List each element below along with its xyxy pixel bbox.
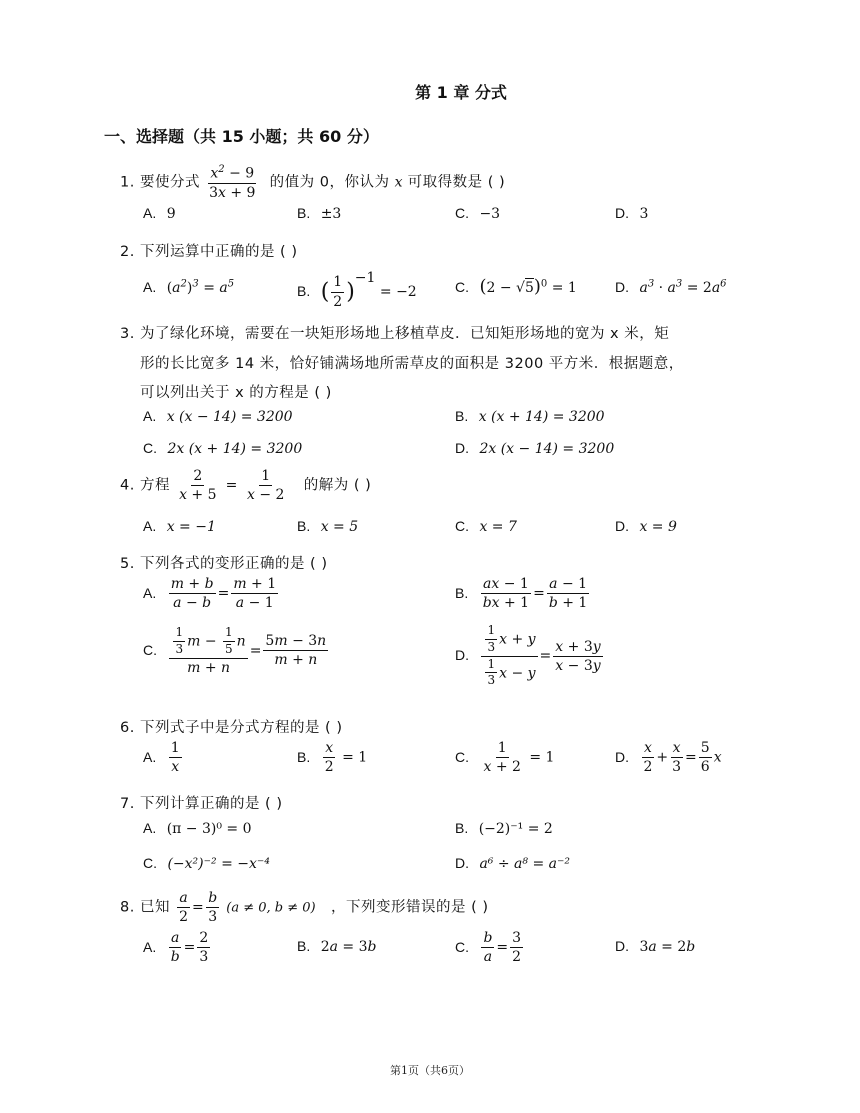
option-a[interactable] <box>143 408 293 425</box>
option-label: D. <box>615 278 629 295</box>
option-value: 2x (x + 14) = 3200 <box>167 441 303 457</box>
formula: $(a^2)^3 = a^5$ <box>166 278 235 296</box>
option-label: A. <box>143 748 157 765</box>
option-value: x (x − 14) = 3200 <box>166 409 293 425</box>
option-d[interactable] <box>615 278 727 296</box>
option-b[interactable] <box>455 820 553 837</box>
page-title: 第 1 章 分式 <box>415 83 507 102</box>
option-a[interactable] <box>143 518 216 535</box>
option-c[interactable]: C. $\frac{b}{a}$ = $\frac{3}{2}$ <box>455 930 522 966</box>
option-label: D. <box>615 938 629 954</box>
question-3-line-3: 可以列出关于 x 的方程是 ( ) <box>140 385 332 401</box>
option-label: D. <box>615 748 629 765</box>
option-b[interactable] <box>297 518 358 535</box>
section-heading: 一、选择题（共 15 小题；共 60 分） <box>104 127 379 146</box>
option-a[interactable] <box>143 278 234 296</box>
option-label: B. <box>455 820 469 836</box>
option-label: C. <box>143 440 157 456</box>
option-d[interactable] <box>455 855 570 872</box>
question-text: 方程 <box>139 477 170 494</box>
option-value: (π − 3)⁰ = 0 <box>166 821 252 837</box>
formula: $(2 - √5)^0 = 1$ <box>479 276 577 297</box>
question-3 <box>120 322 669 343</box>
option-c[interactable] <box>455 276 577 297</box>
option-d[interactable]: D. $\frac{x}{2}$ + $\frac{x}{3}$ = $\frac{5}{6}$ x <box>615 740 722 776</box>
question-5 <box>120 552 327 573</box>
option-label: B. <box>297 748 311 765</box>
question-text: 为了绿化环境，需要在一块矩形场地上移植草皮．已知矩形场地的宽为 x 米，矩 <box>139 326 670 342</box>
option-label: B. <box>297 283 311 299</box>
question-text: 的解为 ( ) <box>303 477 372 494</box>
option-label: A. <box>143 205 157 221</box>
option-value: x (x + 14) = 3200 <box>478 409 605 425</box>
option-a[interactable]: A. $\frac{a}{b}$ = $\frac{2}{3}$ <box>143 930 209 966</box>
option-label: B. <box>297 518 311 534</box>
question-text: 下列计算正确的是 ( ) <box>139 796 283 812</box>
option-label: A. <box>143 584 157 601</box>
option-label: D. <box>455 855 469 871</box>
question-number: 3. <box>120 326 135 342</box>
question-2 <box>120 240 298 261</box>
question-text: ，下列变形错误的是 ( ) <box>330 899 489 916</box>
option-b[interactable] <box>455 408 605 425</box>
option-c[interactable] <box>143 855 270 872</box>
option-label: C. <box>455 205 469 221</box>
option-label: C. <box>455 938 469 955</box>
question-6 <box>120 716 342 737</box>
option-label: D. <box>615 518 629 534</box>
option-label: D. <box>615 205 629 221</box>
question-3-line-2: 形的长比宽多 14 米，恰好铺满场地所需草皮的面积是 3200 平方米．根据题意， <box>140 356 684 372</box>
option-label: C. <box>143 641 157 658</box>
option-c[interactable]: C. $\frac{1}{x + 2}$ = 1 <box>455 740 555 776</box>
option-d[interactable] <box>455 440 614 457</box>
option-value: x = −1 <box>166 519 216 535</box>
question-1 <box>120 164 505 201</box>
option-a[interactable] <box>143 820 252 837</box>
question-number: 2. <box>120 244 135 260</box>
option-a[interactable]: A. $\frac{m + b}{a - b}$ = $\frac{m + 1}{a - 1}$ <box>143 576 277 612</box>
question-number: 8. <box>120 899 135 916</box>
option-b[interactable]: B. 2a = 3b <box>297 938 377 955</box>
option-value: ±3 <box>320 206 342 222</box>
option-c[interactable] <box>455 518 517 535</box>
option-c[interactable] <box>455 205 500 222</box>
condition: (a ≠ 0, b ≠ 0) <box>226 900 316 916</box>
option-label: C. <box>455 279 469 295</box>
option-value: x = 7 <box>479 519 517 535</box>
question-number: 7. <box>120 796 135 812</box>
question-4: 4. 方程 $\frac{2}{x + 5}$ = $\frac{1}{x - 2}$ 的解为 ( ) <box>120 468 372 504</box>
option-label: A. <box>143 938 157 955</box>
option-value: a⁶ ÷ a⁸ = a⁻² <box>479 856 570 872</box>
option-d[interactable]: D. $\frac{1}{3}$ x + y $\frac{1}{3}$ x − y = $\frac{x + 3y}{x - 3y}$ <box>455 623 601 688</box>
option-d[interactable] <box>615 205 648 222</box>
option-value: (−2)⁻¹ = 2 <box>478 821 553 837</box>
question-text: 已知 <box>139 899 170 916</box>
option-b[interactable]: B. $\frac{ax - 1}{bx + 1}$ = $\frac{a - 1}{b + 1}$ <box>455 576 588 612</box>
page-footer: 第1页（共6页） <box>390 1064 470 1077</box>
option-label: D. <box>455 647 469 664</box>
option-d[interactable]: D. 3a = 2b <box>615 938 696 955</box>
option-label: C. <box>143 855 157 871</box>
question-number: 6. <box>120 720 135 736</box>
option-label: B. <box>297 205 311 221</box>
option-label: A. <box>143 408 157 424</box>
option-b[interactable] <box>297 205 341 222</box>
fraction: $\frac{x^2 - 9}{3x + 9}$ <box>209 164 256 201</box>
option-value: 2x (x − 14) = 3200 <box>479 441 615 457</box>
fraction: $\frac{2}{x + 5}$ <box>179 468 217 504</box>
question-number: 4. <box>120 477 135 494</box>
question-text: 要使分式 <box>139 174 200 191</box>
option-label: A. <box>143 820 157 836</box>
option-label: B. <box>455 408 469 424</box>
option-label: D. <box>455 440 469 456</box>
option-b[interactable]: B. ( $\frac{1}{2}$ )$^{-1}$ = −2 <box>297 270 417 310</box>
option-c[interactable]: C. $\frac{1}{3}$ m − $\frac{1}{5}$ n m + n = $\frac{5m - 3n}{m + n}$ <box>143 625 327 676</box>
option-label: B. <box>297 938 311 954</box>
option-c[interactable] <box>143 440 302 457</box>
option-value: x = 5 <box>320 519 359 535</box>
question-text: 下列式子中是分式方程的是 ( ) <box>139 720 343 736</box>
option-value: 3 <box>639 206 649 222</box>
question-text: 下列运算中正确的是 ( ) <box>139 244 298 260</box>
option-label: A. <box>143 278 157 295</box>
formula: $a^3 \cdot a^3 = 2a^6$ <box>639 278 727 296</box>
option-b[interactable]: B. $\frac{x}{2}$ = 1 <box>297 740 368 776</box>
option-a[interactable]: A. $\frac{1}{x}$ <box>143 740 180 776</box>
option-a[interactable] <box>143 205 176 222</box>
option-d[interactable] <box>615 518 677 535</box>
question-8: 8. 已知 $\frac{a}{2}$ = $\frac{b}{3}$ (a ≠ 0, b ≠ 0) ，下列变形错误的是 ( ) <box>120 890 489 926</box>
variable: x <box>394 174 403 191</box>
option-value: (−x²)⁻² = −x⁻⁴ <box>167 856 270 872</box>
option-label: B. <box>455 584 469 601</box>
option-value: 9 <box>166 206 176 222</box>
question-text: 下列各式的变形正确的是 ( ) <box>139 556 328 572</box>
question-text: 可取得数是 ( ) <box>407 174 506 191</box>
option-label: C. <box>455 748 469 765</box>
question-7 <box>120 792 283 813</box>
option-label: C. <box>455 518 469 534</box>
option-value: x = 9 <box>639 519 677 535</box>
question-number: 1. <box>120 174 135 191</box>
question-text: 的值为 0，你认为 <box>269 174 390 191</box>
question-number: 5. <box>120 556 135 572</box>
option-value: −3 <box>479 206 501 222</box>
option-label: A. <box>143 518 157 534</box>
fraction: $\frac{1}{x - 2}$ <box>246 468 285 504</box>
